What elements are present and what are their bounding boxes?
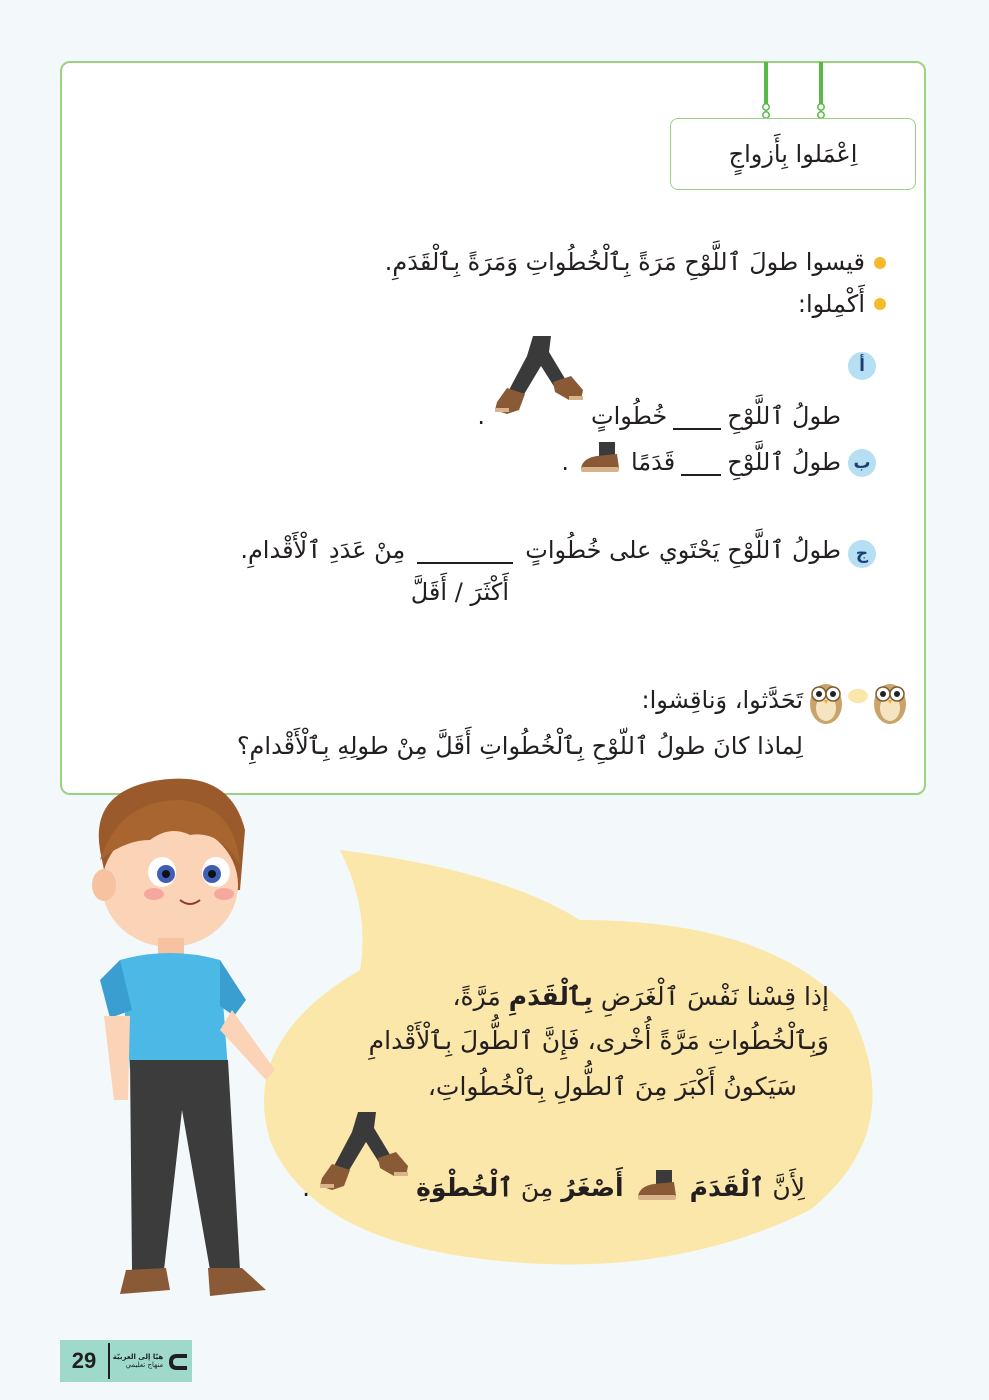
bubble-line-3: سَيَكونُ أَكْبَرَ مِنَ ٱلطُّولِ بِٱلْخُطُواتِ، bbox=[427, 1072, 797, 1101]
hanger-clip-icon bbox=[817, 62, 825, 120]
item-badge-b: ب bbox=[848, 449, 876, 477]
item-b: طولُ ٱللَّوْحِ قَدَمًا . bbox=[561, 444, 841, 476]
page-footer bbox=[60, 1340, 192, 1382]
item-a: طولُ ٱللَّوْحِ خُطُواتٍ . bbox=[477, 348, 841, 430]
instruction-complete: أَكْمِلوا: bbox=[797, 290, 865, 318]
speech-bubble bbox=[250, 840, 890, 1270]
bullet bbox=[874, 257, 886, 269]
page-number: 29 bbox=[71, 1348, 97, 1373]
shoe-icon bbox=[634, 1170, 680, 1202]
answer-blank[interactable] bbox=[673, 428, 721, 430]
activity-title: اِعْمَلوا بِأَزواجٍ bbox=[670, 118, 916, 190]
answer-blank[interactable] bbox=[681, 474, 721, 476]
boy-illustration bbox=[70, 770, 290, 1310]
brand-logo: هيّا إلى العربيّة منهاج تعليمي bbox=[110, 1352, 192, 1370]
bullet bbox=[874, 298, 886, 310]
bubble-line-4: لِأَنَّ ٱلْقَدَمَ أَصْغَرُ مِنَ ٱلْخُطْوَةِ . bbox=[302, 1120, 805, 1202]
answer-blank[interactable] bbox=[417, 562, 513, 564]
walking-legs-icon bbox=[489, 334, 587, 416]
item-c-options: أَكْثَرَ / أَقَلَّ bbox=[410, 578, 509, 606]
shoe-icon bbox=[577, 442, 623, 474]
brand-mark-icon bbox=[167, 1352, 189, 1370]
instruction-measure: قيسوا طولَ ٱللَّوْحِ مَرَةً بِٱلْخُطُواتِ وَمَرَةً بِٱلْقَدَمِ. bbox=[384, 248, 865, 276]
hanger-clip-icon bbox=[762, 62, 770, 120]
bubble-line-1: إذا قِسْنا نَفْسَ ٱلْغَرَضِ بِٱلْقَدَمِ مَرَّةً، bbox=[452, 982, 829, 1011]
discuss-title: تَحَدَّثوا، وَناقِشوا: bbox=[641, 686, 803, 714]
walking-legs-icon bbox=[314, 1110, 412, 1192]
item-badge-c: ج bbox=[848, 540, 876, 568]
speech-bubble-icon bbox=[848, 689, 868, 703]
discuss-question: لِماذا كانَ طولُ ٱللّوْحِ بِٱلْخُطُواتِ أَقَلَّ مِنْ طولِهِ بِٱلْأَقْدامِ؟ bbox=[236, 732, 803, 760]
item-badge-a: أ bbox=[848, 352, 876, 380]
bubble-line-2: وَبِٱلْخُطُواتِ مَرَّةً أُخْرى، فَإِنَّ ٱلطُّولَ بِٱلْأَقْدامِ bbox=[368, 1026, 829, 1055]
owl-icon bbox=[806, 672, 910, 730]
item-c: طولُ ٱللَّوْحِ يَحْتَوي على خُطُواتٍ مِنْ عَدَدِ ٱلْأَقْدامِ. bbox=[240, 536, 841, 564]
